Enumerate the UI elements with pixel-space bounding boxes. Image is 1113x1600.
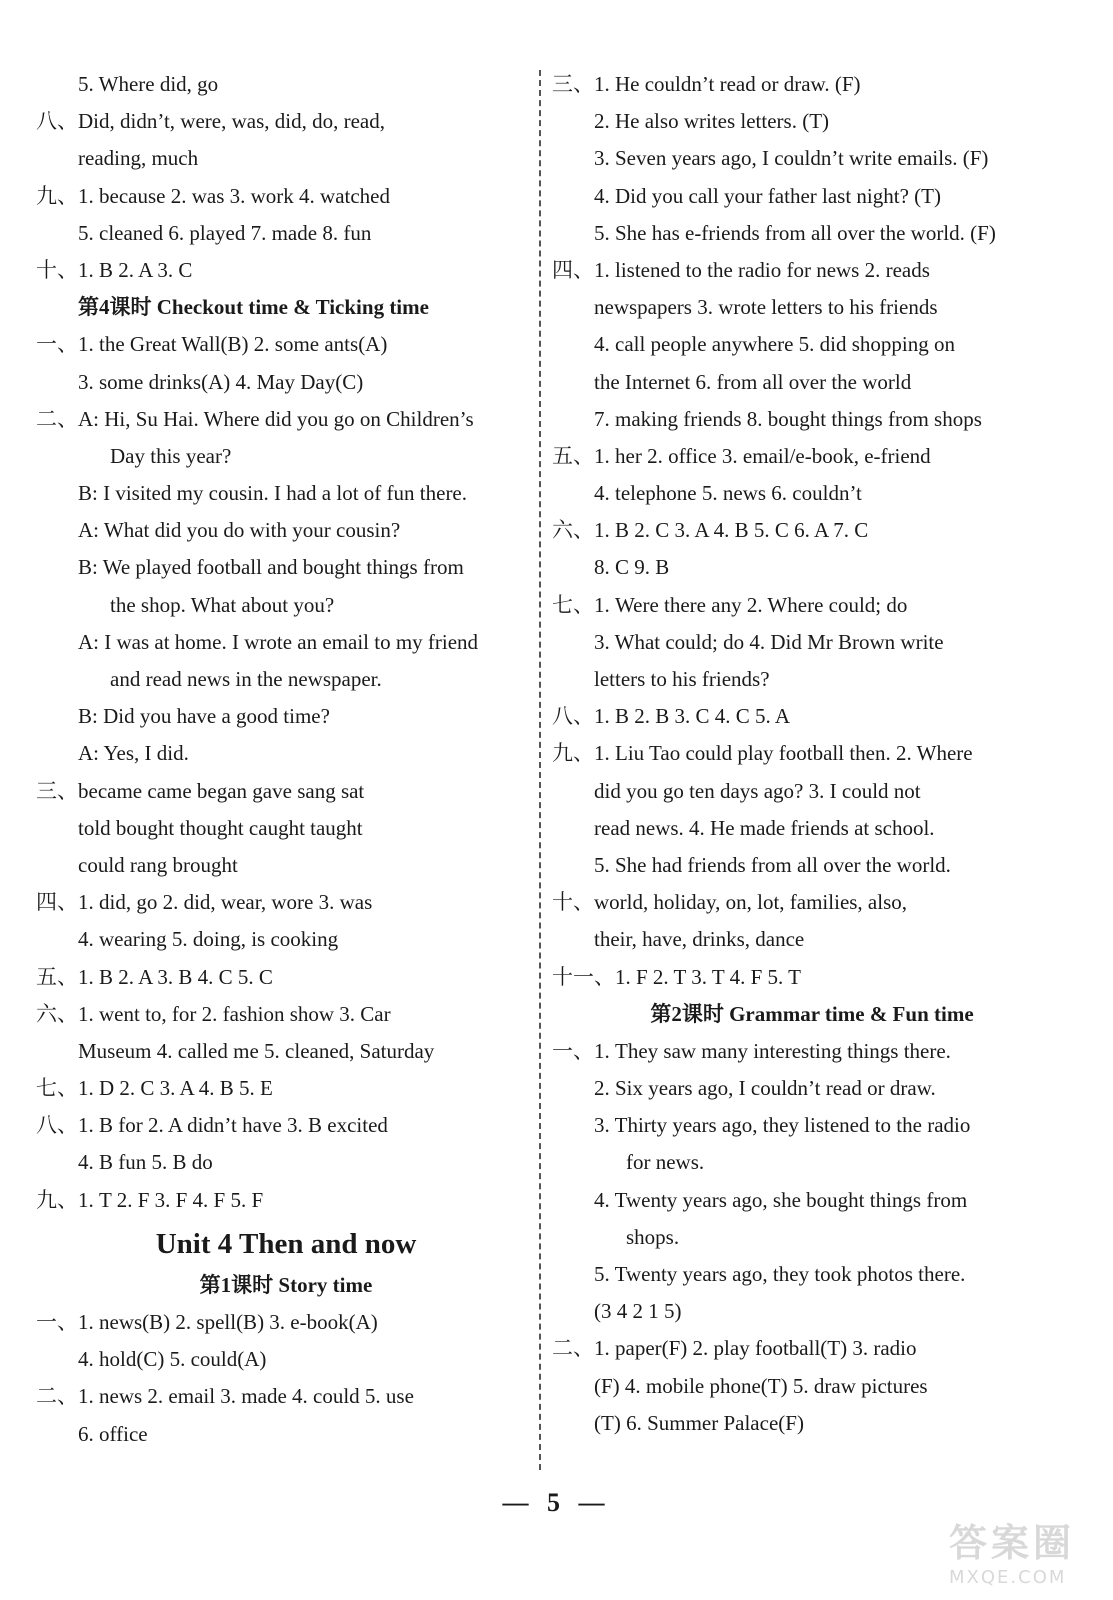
- answer-line: 十、1. B 2. A 3. C: [36, 257, 193, 282]
- answer-line: the shop. What about you?: [110, 592, 335, 617]
- answer-line: reading, much: [78, 146, 199, 171]
- answer-line: 5. She had friends from all over the world.: [594, 852, 951, 877]
- answer-line: the Internet 6. from all over the world: [594, 369, 912, 394]
- answer-line: 二、A: Hi, Su Hai. Where did you go on Children’s: [36, 406, 474, 431]
- answer-line: 一、1. news(B) 2. spell(B) 3. e-book(A): [36, 1310, 378, 1334]
- answer-line: 五、1. her 2. office 3. email/e-book, e-friend: [552, 443, 931, 468]
- answer-line: 5. cleaned 6. played 7. made 8. fun: [78, 220, 372, 245]
- answer-line: A: I was at home. I wrote an email to my friend: [78, 629, 479, 654]
- answer-line: B: I visited my cousin. I had a lot of fun there.: [78, 481, 468, 506]
- answer-line: Day this year?: [110, 443, 232, 468]
- answer-line: and read news in the newspaper.: [110, 667, 382, 691]
- answer-line: newspapers 3. wrote letters to his friends: [594, 295, 938, 320]
- answer-line: 4. Twenty years ago, she bought things from: [594, 1187, 968, 1212]
- answer-line: letters to his friends?: [594, 667, 770, 691]
- answer-line: 三、1. He couldn’t read or draw. (F): [552, 72, 861, 96]
- watermark-logo-text: 答案圈: [949, 1521, 1076, 1565]
- answer-line: 5. She has e-friends from all over the world. (F): [594, 220, 996, 245]
- answer-line: read news. 4. He made friends at school.: [594, 815, 935, 840]
- answer-line: could rang brought: [78, 852, 238, 877]
- answer-line: 3. Seven years ago, I couldn’t write emails. (F): [594, 146, 989, 171]
- answer-line: 5. Where did, go: [78, 72, 219, 96]
- answer-line: 五、1. B 2. A 3. B 4. C 5. C: [36, 964, 273, 989]
- answer-line: shops.: [626, 1224, 680, 1249]
- answer-line: A: Yes, I did.: [78, 741, 189, 766]
- answer-line: 3. some drinks(A) 4. May Day(C): [78, 369, 364, 394]
- answer-line: their, have, drinks, dance: [594, 927, 805, 952]
- answer-line: (3 4 2 1 5): [594, 1299, 682, 1324]
- answer-line: 4. telephone 5. news 6. couldn’t: [594, 481, 862, 506]
- answer-line: 三、became came began gave sang sat: [36, 778, 365, 803]
- answer-line: 四、1. listened to the radio for news 2. reads: [552, 257, 930, 282]
- answer-line: 二、1. news 2. email 3. made 4. could 5. use: [36, 1384, 414, 1409]
- watermark-site-text: MXQE.COM: [949, 1567, 1067, 1588]
- answer-line: 一、1. the Great Wall(B) 2. some ants(A): [36, 332, 388, 357]
- column-divider: [539, 70, 541, 1470]
- answer-line: 5. Twenty years ago, they took photos there.: [594, 1262, 966, 1286]
- answer-line: 8. C 9. B: [594, 555, 670, 580]
- left-answer-column: [36, 66, 536, 1453]
- answer-line: 六、1. went to, for 2. fashion show 3. Car: [36, 1001, 391, 1026]
- answer-line: 八、Did, didn’t, were, was, did, do, read,: [36, 109, 385, 134]
- answer-line: 十、world, holiday, on, lot, families, also,: [552, 890, 908, 915]
- answer-line: 八、1. B for 2. A didn’t have 3. B excited: [36, 1113, 388, 1138]
- answer-line: for news.: [626, 1150, 705, 1175]
- answer-line: 7. making friends 8. bought things from shops: [594, 406, 982, 431]
- answer-line: Museum 4. called me 5. cleaned, Saturday: [78, 1038, 435, 1063]
- answer-line: 3. Thirty years ago, they listened to the radio: [594, 1113, 971, 1138]
- answer-line: did you go ten days ago? 3. I could not: [594, 778, 921, 803]
- answer-line: 八、1. B 2. B 3. C 4. C 5. A: [552, 704, 791, 729]
- page-number: — 5 —: [502, 1488, 611, 1517]
- answer-line: 2. Six years ago, I couldn’t read or draw.: [594, 1076, 936, 1101]
- right-answer-column: [552, 66, 1072, 1442]
- answer-line: 九、1. Liu Tao could play football then. 2. Where: [552, 741, 973, 766]
- answer-line: 3. What could; do 4. Did Mr Brown write: [594, 629, 944, 654]
- answer-line: 二、1. paper(F) 2. play football(T) 3. radio: [552, 1336, 917, 1361]
- answer-line: 4. wearing 5. doing, is cooking: [78, 927, 339, 952]
- watermark-logo: [949, 1512, 1099, 1592]
- answer-line: 4. B fun 5. B do: [78, 1150, 213, 1175]
- answer-line: 七、1. D 2. C 3. A 4. B 5. E: [36, 1076, 273, 1101]
- answer-line: (F) 4. mobile phone(T) 5. draw pictures: [594, 1373, 928, 1398]
- answer-line: 四、1. did, go 2. did, wear, wore 3. was: [36, 890, 373, 915]
- lesson-heading: 第1课时 Story time: [199, 1272, 373, 1297]
- answer-line: 九、1. T 2. F 3. F 4. F 5. F: [36, 1187, 264, 1212]
- answer-line: 4. Did you call your father last night? (T): [594, 183, 941, 208]
- answer-line: 4. hold(C) 5. could(A): [78, 1347, 267, 1372]
- lesson-heading: 第4课时 Checkout time & Ticking time: [78, 295, 429, 320]
- unit-title: Unit 4 Then and now: [155, 1227, 417, 1260]
- answer-line: A: What did you do with your cousin?: [78, 518, 401, 543]
- answer-line: 6. office: [78, 1421, 148, 1446]
- answer-line: 六、1. B 2. C 3. A 4. B 5. C 6. A 7. C: [552, 518, 869, 543]
- answer-line: told bought thought caught taught: [78, 815, 363, 840]
- answer-line: 2. He also writes letters. (T): [594, 109, 830, 134]
- answer-line: 4. call people anywhere 5. did shopping on: [594, 332, 955, 357]
- answer-line: 七、1. Were there any 2. Where could; do: [552, 592, 908, 617]
- answer-line: (T) 6. Summer Palace(F): [594, 1410, 804, 1435]
- answer-line: 九、1. because 2. was 3. work 4. watched: [36, 183, 390, 208]
- answer-line: B: We played football and bought things from: [78, 555, 464, 580]
- answer-line: 一、1. They saw many interesting things there.: [552, 1038, 951, 1063]
- lesson-heading: 第2课时 Grammar time & Fun time: [650, 1001, 974, 1026]
- answer-line: 十一、1. F 2. T 3. T 4. F 5. T: [552, 964, 801, 989]
- answer-line: B: Did you have a good time?: [78, 704, 330, 729]
